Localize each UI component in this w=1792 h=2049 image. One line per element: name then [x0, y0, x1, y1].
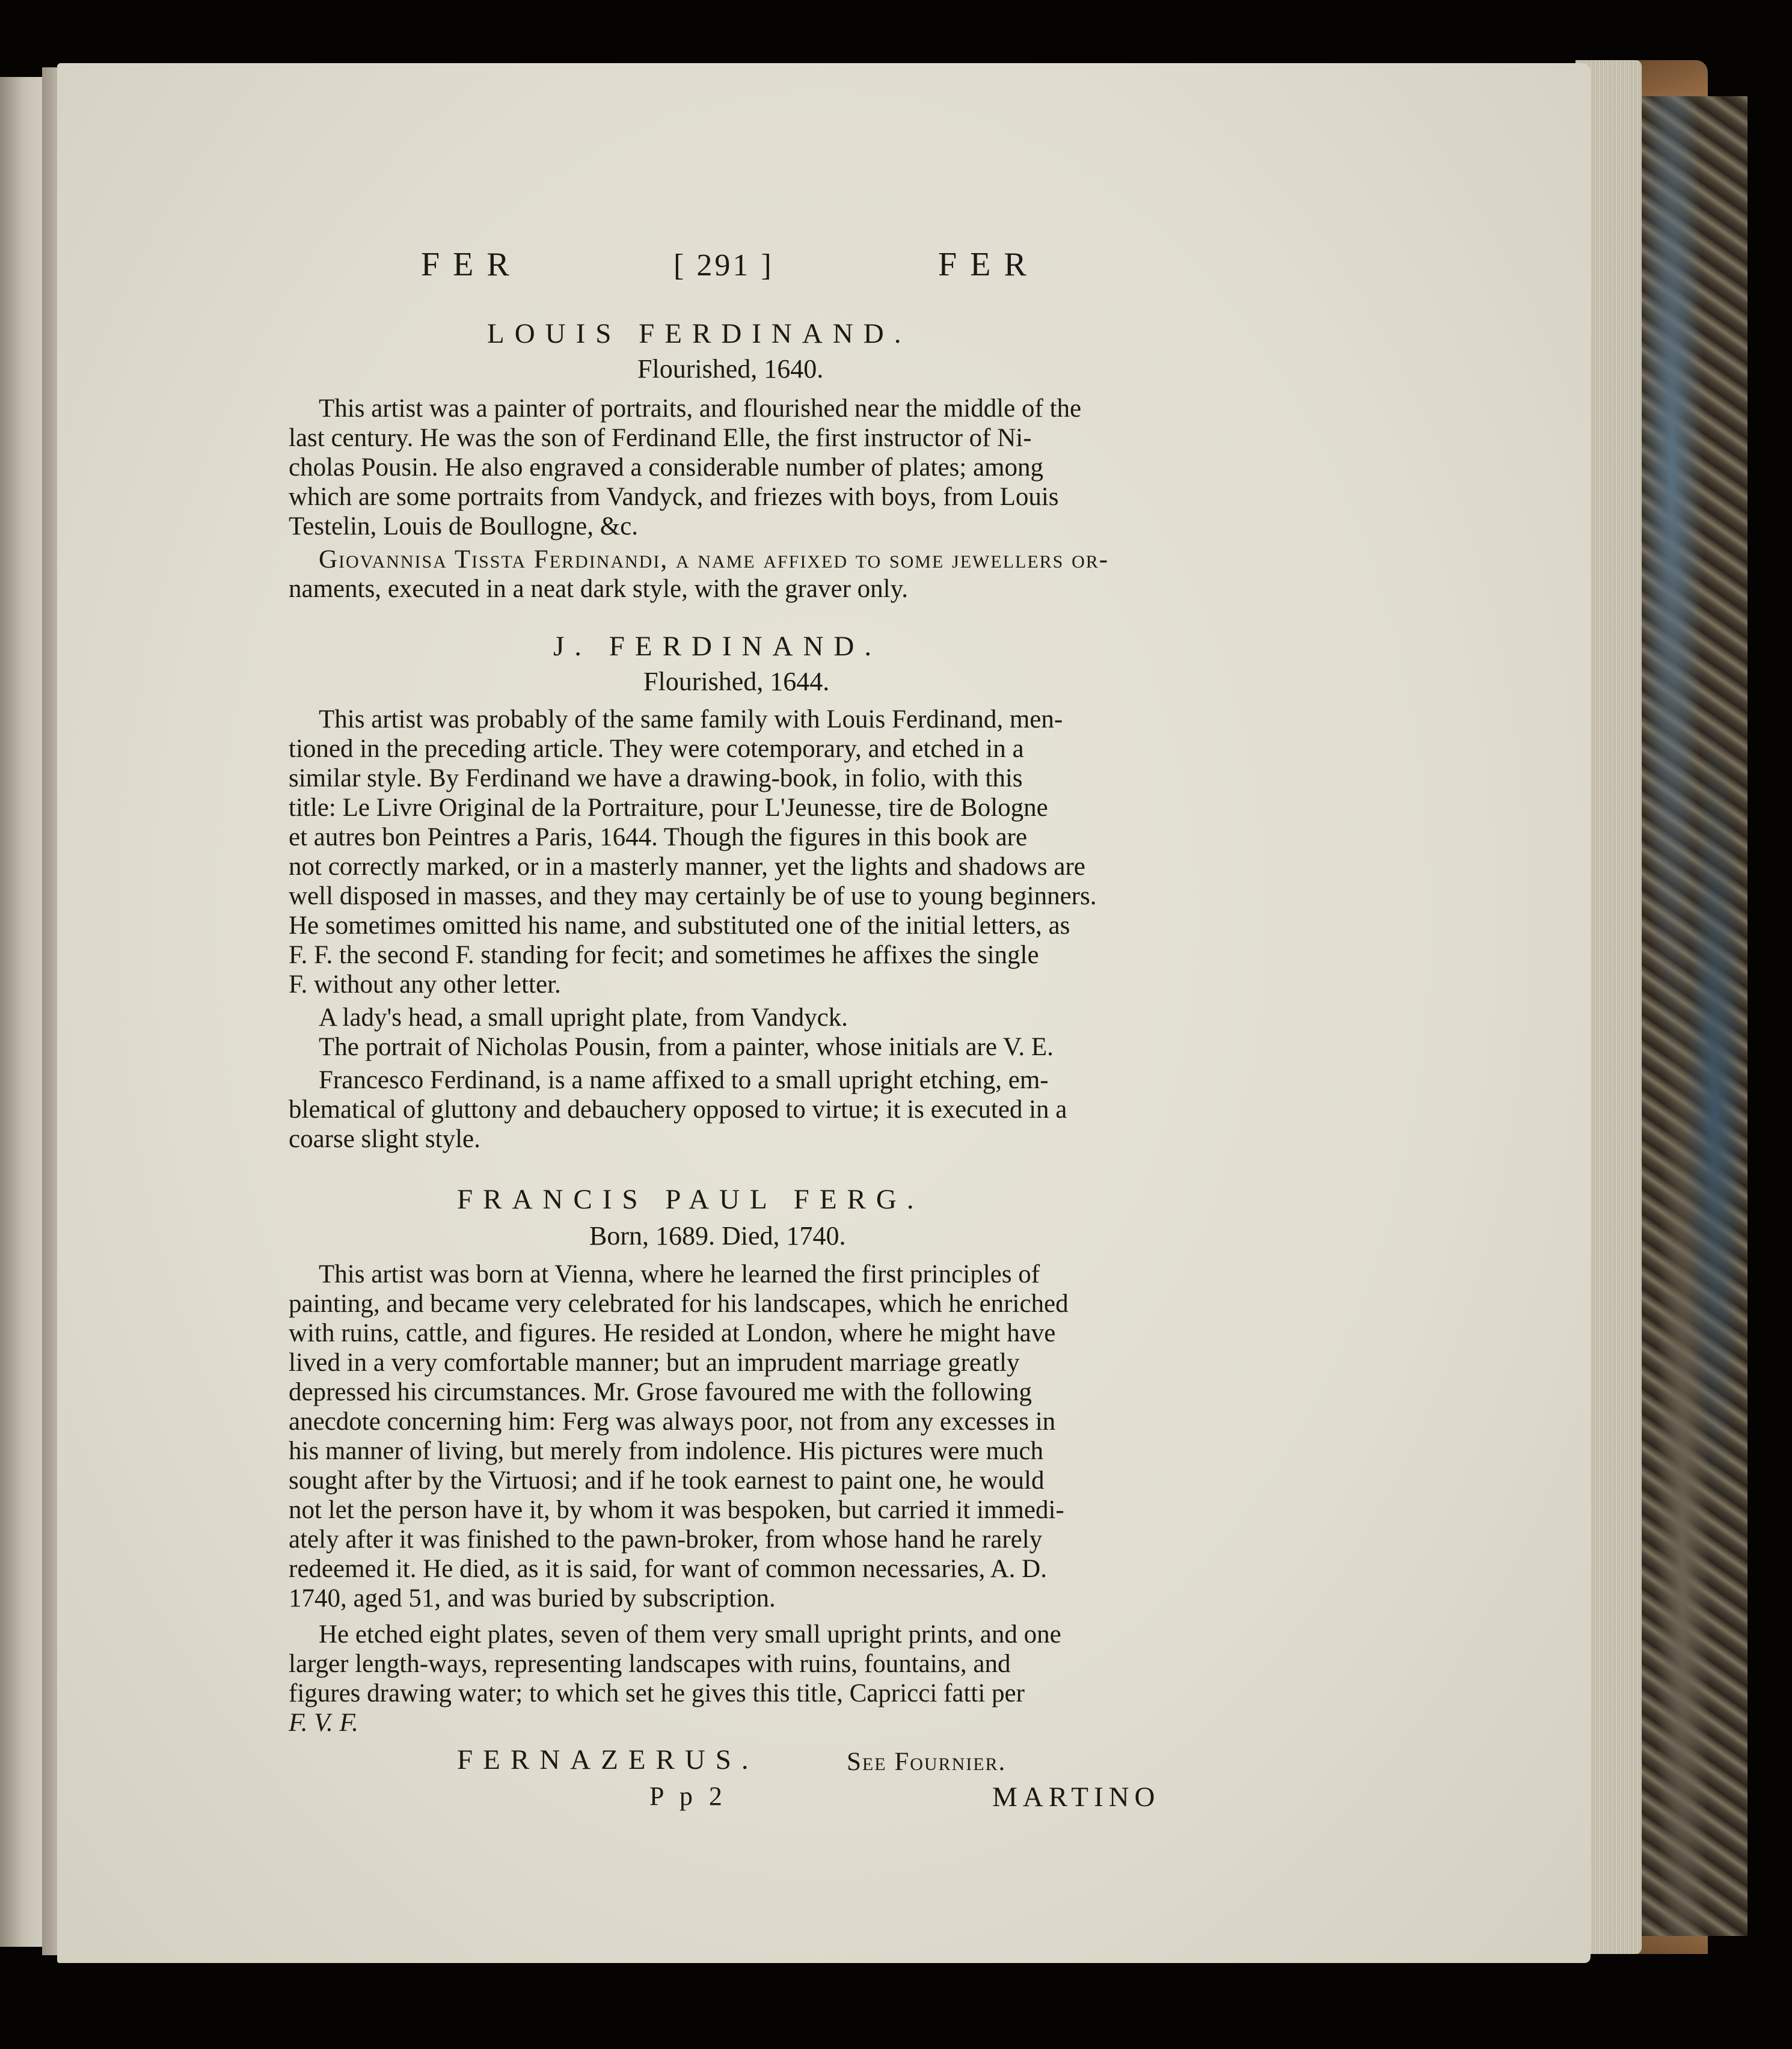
- paragraph-line: ately after it was finished to the pawn-broker, from whose hand he rarely: [289, 1525, 1043, 1554]
- paragraph-line: et autres bon Peintres a Paris, 1644. Though the figures in this book are: [289, 823, 1028, 851]
- paragraph-line: Testelin, Louis de Boullogne, &c.: [289, 512, 638, 541]
- paragraph-line: This artist was probably of the same family with Louis Ferdinand, men-: [319, 705, 1063, 734]
- paragraph-line: painting, and became very celebrated for his landscapes, which he enriched: [289, 1290, 1069, 1318]
- paragraph-line: last century. He was the son of Ferdinand Elle, the first instructor of Ni-: [289, 424, 1032, 452]
- page-number: [ 291 ]: [674, 248, 774, 283]
- paragraph-line: similar style. By Ferdinand we have a drawing-book, in folio, with this: [289, 764, 1023, 792]
- paragraph-line: not let the person have it, by whom it was bespoken, but carried it immedi-: [289, 1496, 1064, 1524]
- paragraph-line: F. F. the second F. standing for fecit; and sometimes he affixes the single: [289, 941, 1039, 969]
- paragraph-line: This artist was a painter of portraits, and flourished near the middle of the: [319, 394, 1082, 423]
- paragraph-line: F. V. F.: [289, 1709, 358, 1737]
- paragraph-line: blematical of gluttony and debauchery opposed to virtue; it is executed in a: [289, 1095, 1067, 1124]
- work-line: A lady's head, a small upright plate, from Vandyck.: [319, 1003, 848, 1032]
- paragraph-line: 1740, aged 51, and was buried by subscription.: [289, 1584, 776, 1613]
- entry-title-louis-ferdinand: LOUIS FERDINAND.: [487, 318, 912, 349]
- paragraph-line: title: Le Livre Original de la Portraiture, pour L'Jeunesse, tire de Bologne: [289, 794, 1048, 822]
- paragraph-line: Francesco Ferdinand, is a name affixed to a small upright etching, em-: [319, 1066, 1049, 1094]
- entry-subtitle-louis: Flourished, 1640.: [637, 354, 824, 384]
- paragraph-line: sought after by the Virtuosi; and if he took earnest to paint one, he would: [289, 1466, 1045, 1495]
- paragraph-line: He sometimes omitted his name, and substituted one of the initial letters, as: [289, 911, 1070, 940]
- paragraph-line: tioned in the preceding article. They were cotemporary, and etched in a: [289, 735, 1024, 763]
- entry-title-francis-paul-ferg: FRANCIS PAUL FERG.: [457, 1184, 924, 1215]
- paragraph-line: figures drawing water; to which set he gives this title, Capricci fatti per: [289, 1679, 1025, 1707]
- paragraph-line: his manner of living, but merely from indolence. His pictures were much: [289, 1437, 1044, 1465]
- paragraph-line: This artist was born at Vienna, where he learned the first principles of: [319, 1260, 1040, 1288]
- work-line: The portrait of Nicholas Pousin, from a painter, whose initials are V. E.: [319, 1033, 1054, 1061]
- paragraph-line: anecdote concerning him: Ferg was always poor, not from any excesses in: [289, 1407, 1056, 1436]
- entry-subtitle-j: Flourished, 1644.: [643, 667, 830, 696]
- entry-title-fernazerus: FERNAZERUS.: [457, 1744, 759, 1775]
- paragraph-line: He etched eight plates, seven of them very small upright prints, and one: [319, 1620, 1061, 1649]
- running-head-right: FER: [938, 246, 1040, 283]
- signature-mark: P p 2: [649, 1781, 727, 1811]
- running-head-left: FER: [421, 246, 523, 283]
- paragraph-line: redeemed it. He died, as it is said, for want of common necessaries, A. D.: [289, 1555, 1047, 1583]
- paragraph-line: naments, executed in a neat dark style, with the graver only.: [289, 575, 909, 603]
- paragraph-line: with ruins, cattle, and figures. He resided at London, where he might have: [289, 1319, 1056, 1347]
- cross-reference: See Fournier.: [847, 1748, 1007, 1776]
- entry-title-j-ferdinand: J. FERDINAND.: [553, 631, 882, 662]
- paragraph-line: not correctly marked, or in a masterly manner, yet the lights and shadows are: [289, 853, 1085, 881]
- paragraph-line: coarse slight style.: [289, 1125, 480, 1153]
- catchword: MARTINO: [992, 1781, 1161, 1813]
- entry-subtitle-ferg: Born, 1689. Died, 1740.: [589, 1221, 846, 1251]
- paragraph-line: cholas Pousin. He also engraved a considerable number of plates; among: [289, 453, 1043, 482]
- paragraph-line: larger length-ways, representing landscapes with ruins, fountains, and: [289, 1650, 1011, 1678]
- paragraph-line: Giovannisa Tissta Ferdinandi, a name affixed to some jewellers or-: [319, 545, 1109, 574]
- marbled-cover-board: [1636, 96, 1748, 1936]
- paragraph-line: well disposed in masses, and they may certainly be of use to young beginners.: [289, 882, 1097, 910]
- paragraph-line: depressed his circumstances. Mr. Grose favoured me with the following: [289, 1378, 1032, 1406]
- paragraph-line: which are some portraits from Vandyck, and friezes with boys, from Louis: [289, 483, 1059, 511]
- paragraph-line: F. without any other letter.: [289, 970, 561, 999]
- paragraph-line: lived in a very comfortable manner; but an imprudent marriage greatly: [289, 1349, 1020, 1377]
